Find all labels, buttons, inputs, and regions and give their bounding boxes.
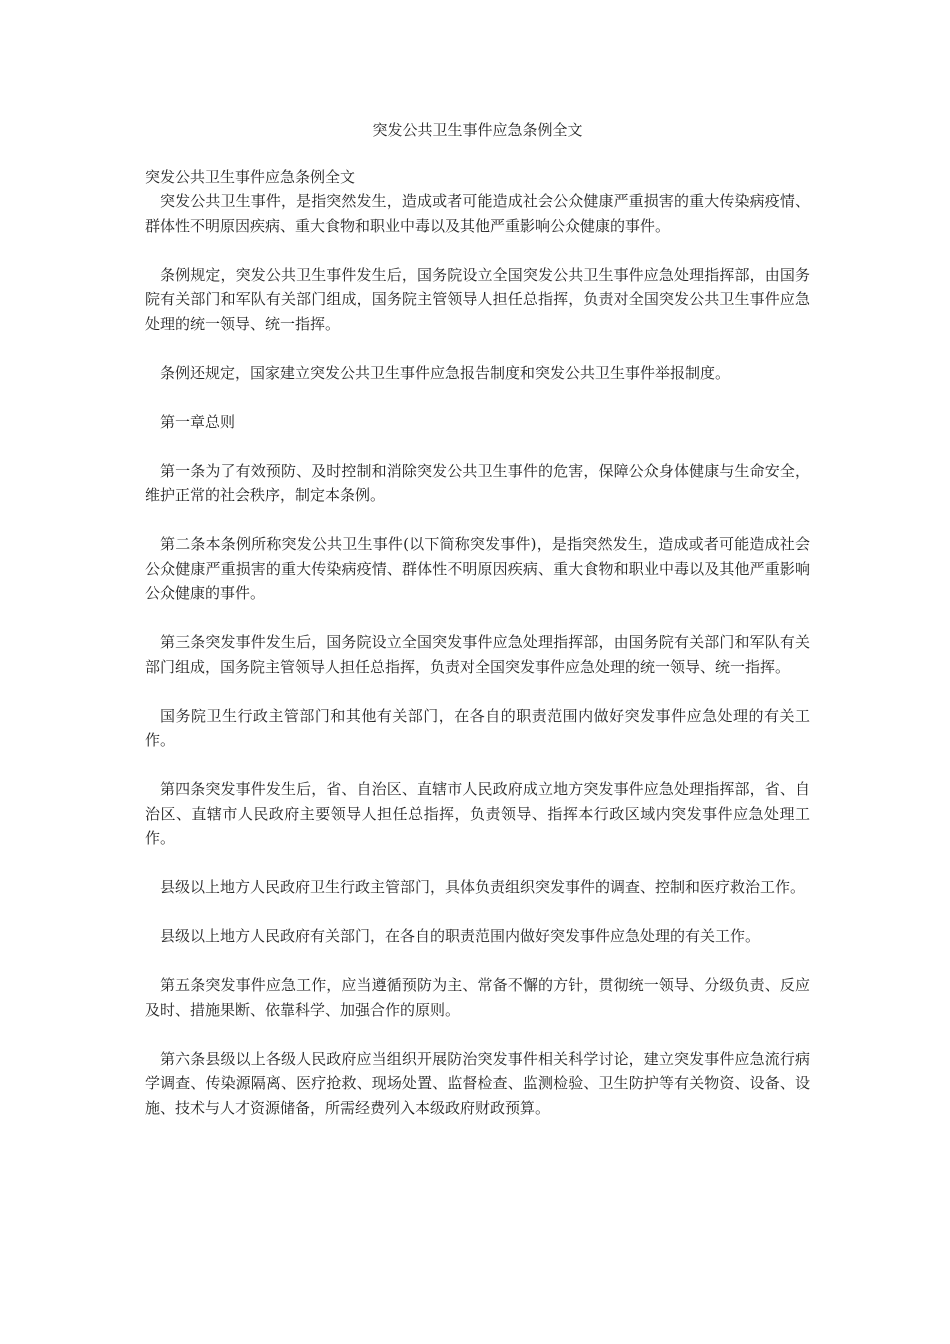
- document-subtitle: 突发公共卫生事件应急条例全文: [145, 167, 356, 186]
- article-4-clause-3: 县级以上地方人民政府有关部门，在各自的职责范围内做好突发事件应急处理的有关工作。: [160, 927, 761, 945]
- document-title: 突发公共卫生事件应急条例全文: [372, 121, 583, 139]
- article-3-clause-2: 国务院卫生行政主管部门和其他有关部门，在各自的职责范围内做好突发事件应急处理的有关工作。: [145, 706, 810, 749]
- article-1: 第一条为了有效预防、及时控制和消除突发公共卫生事件的危害，保障公众身体健康与生命安全，维护正常的社会秩序，制定本条例。: [145, 461, 810, 504]
- article-4: 第四条突发事件发生后，省、自治区、直辖市人民政府成立地方突发事件应急处理指挥部，省、自治区、直辖市人民政府主要领导人担任总指挥，负责领导、指挥本行政区域内突发事件应急处理工作。: [145, 780, 810, 847]
- paragraph-reporting-system: 条例还规定，国家建立突发公共卫生事件应急报告制度和突发公共卫生事件举报制度。: [160, 363, 731, 382]
- article-5: 第五条突发事件应急工作，应当遵循预防为主、常备不懈的方针，贯彻统一领导、分级负责、反应及时、措施果断、依靠科学、加强合作的原则。: [145, 976, 810, 1019]
- document-body: [145, 118, 810, 1145]
- article-6: 第六条县级以上各级人民政府应当组织开展防治突发事件相关科学讨论，建立突发事件应急流行病学调查、传染源隔离、医疗抢救、现场处置、监督检查、监测检验、卫生防护等有关物资、设备、设施、技术与人才资源储备，所需经费列入本级政府财政预算。: [145, 1049, 810, 1117]
- paragraph-command-structure: 条例规定，突发公共卫生事件发生后，国务院设立全国突发公共卫生事件应急处理指挥部，由国务院有关部门和军队有关部门组成，国务院主管领导人担任总指挥，负责对全国突发公共卫生事件应急处理的统一领导、统一指挥。: [145, 265, 810, 333]
- article-3: 第三条突发事件发生后，国务院设立全国突发事件应急处理指挥部，由国务院有关部门和军队有关部门组成，国务院主管领导人担任总指挥，负责对全国突发事件应急处理的统一领导、统一指挥。: [145, 633, 810, 676]
- article-4-clause-2: 县级以上地方人民政府卫生行政主管部门，具体负责组织突发事件的调查、控制和医疗救治工作。: [160, 878, 806, 896]
- chapter-heading: 第一章总则: [160, 412, 236, 431]
- paragraph-definition: 突发公共卫生事件，是指突然发生，造成或者可能造成社会公众健康严重损害的重大传染病疫情、群体性不明原因疾病、重大食物和职业中毒以及其他严重影响公众健康的事件。: [145, 192, 810, 235]
- article-2: 第二条本条例所称突发公共卫生事件(以下简称突发事件)，是指突然发生，造成或者可能造成社会公众健康严重损害的重大传染病疫情、群体性不明原因疾病、重大食物和职业中毒以及其他严重影响公众健康的事件。: [145, 535, 810, 602]
